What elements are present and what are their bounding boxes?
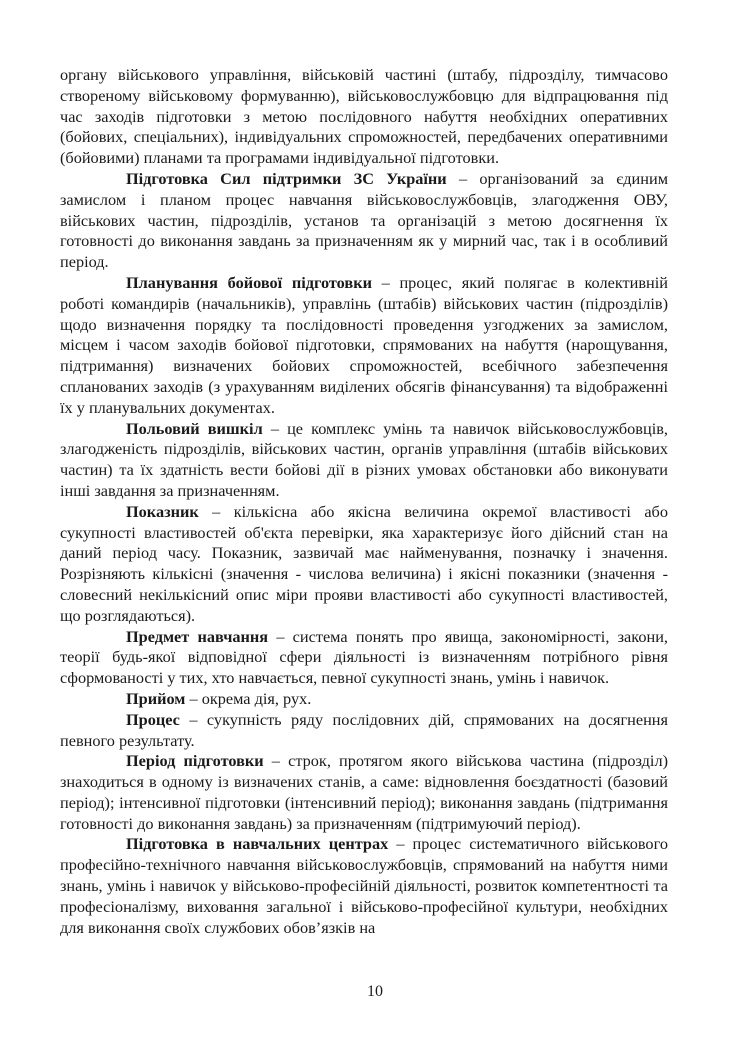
definition-text: – система понять про явища, закономірності, закони, теорії будь-якої відповідної сфери діяльності із визначенням потрібного рівня сформованості у тих, хто навчається, певної сукупності знань, умінь і навичок. — [60, 626, 668, 688]
paragraph-definition — [60, 273, 668, 419]
definition-term: Польовий вишкіл — [126, 418, 263, 438]
paragraph-text: органу військового управління, військовій частині (штабу, підрозділу, тимчасово створеному військовому формуванню), військовослужбовцю для відпрацювання під час заходів підготовки з метою послідовного набуття необхідних оперативних (бойових, спеціальних), індивідуальних спроможностей, передбачених оперативними (бойовими) планами та програмами індивідуальної підготовки. — [60, 65, 668, 168]
definition-term: Предмет навчання — [126, 626, 269, 646]
definition-text: – сукупність ряду послідовних дій, спрямованих на досягнення певного результату. — [60, 709, 668, 750]
paragraph-definition — [60, 751, 668, 834]
paragraph-definition — [60, 419, 668, 502]
paragraph-definition — [60, 502, 668, 627]
definition-term: Підготовка в навчальних центрах — [126, 834, 389, 854]
paragraph-continuation — [60, 65, 668, 169]
definition-term: Період підготовки — [126, 751, 264, 771]
page-number: 10 — [367, 983, 383, 1000]
paragraph-definition — [60, 627, 668, 689]
definition-text: – окрема дія, рух. — [185, 688, 312, 708]
paragraph-definition — [60, 689, 668, 710]
definition-term: Підготовка Сил підтримки ЗС України — [126, 168, 447, 188]
document-body — [60, 65, 668, 938]
definition-text: – строк, протягом якого військова частина (підрозділ) знаходиться в одному із визначених станів, а саме: відновлення боєздатності (базовий період); інтенсивної підготовки (інтенсивний період); виконання завдань (підтримання готовності до виконання завдань) за призначенням (підтримуючий період). — [60, 751, 668, 833]
definition-text: – організований за єдиним замислом і планом процес навчання військовослужбовців, злагодження ОВУ, військових частин, підрозділів, установ та організацій з метою досягнення їх готовності до виконання завдань за призначенням як у мирний час, так і в особливий період. — [60, 168, 668, 272]
definition-term: Показник — [126, 501, 199, 521]
definition-term: Прийом — [126, 688, 186, 708]
paragraph-definition — [60, 710, 668, 752]
definition-text: – процес, який полягає в колективній роботі командирів (начальників), управлінь (штабів) військових частин (підрозділів) щодо визначення порядку та послідовності проведення узгоджених за замислом, місцем і часом заходів бойової підготовки, спрямованих на набуття (нарощування, підтримання) визначених бойових спроможностей, всебічного забезпечення спланованих заходів (з урахуванням виділених обсягів фінансування) та відображенні їх у планувальних документах. — [60, 272, 668, 417]
definition-term: Планування бойової підготовки — [126, 272, 372, 292]
paragraph-definition — [60, 834, 668, 938]
definition-text: – процес систематичного військового професійно-технічного навчання військовослужбовців, спрямований на набуття ними знань, умінь і навичок у військово-професійній діяльності, розвиток компетентності та професіоналізму, виховання загальної і військово-професійної культури, необхідних для виконання своїх службових обов’язків на — [60, 834, 668, 937]
definition-text: – це комплекс умінь та навичок військовослужбовців, злагодженість підрозділів, військових частин, органів управління (штабів військових частин) та їх здатність вести бойові дії в різних умовах обстановки або виконувати інші завдання за призначенням. — [60, 418, 668, 500]
definition-term: Процес — [126, 709, 180, 729]
paragraph-definition — [60, 169, 668, 273]
definition-text: – кількісна або якісна величина окремої властивості або сукупності властивостей об'єкта перевірки, яка характеризує його дійсний стан на даний період часу. Показник, зазвичай має найменування, позначку і значення. Розрізняють кількісні (значення - числова величина) і якісні показники (значення - словесний некількісний опис міри прояви властивості або сукупності властивостей, що розглядаються). — [60, 501, 668, 625]
